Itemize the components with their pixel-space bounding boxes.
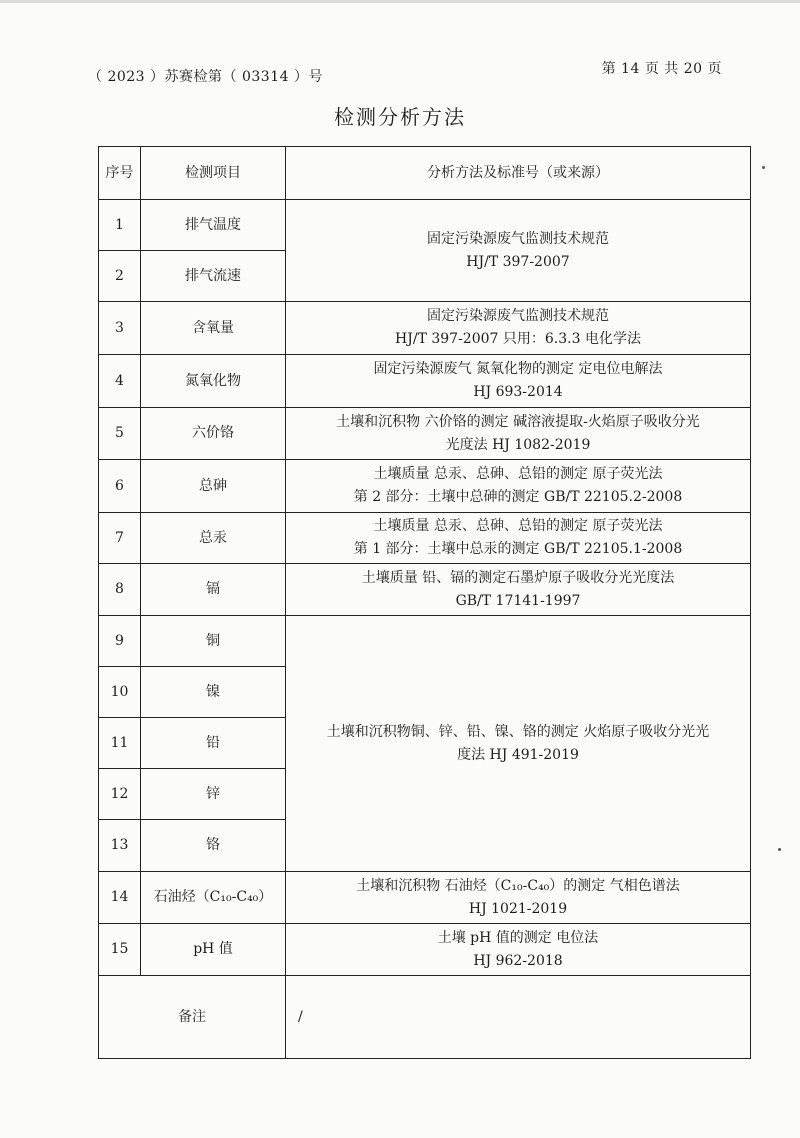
- row-item: 氮氧化物: [141, 355, 286, 408]
- table-row: [99, 200, 751, 251]
- row-number: 1: [99, 200, 141, 251]
- row-item: pH 值: [141, 924, 286, 976]
- method-line: 固定污染源废气监测技术规范: [427, 308, 609, 324]
- method-line: 光度法 HJ 1082-2019: [445, 436, 591, 453]
- table-row: [99, 564, 751, 616]
- row-number: 15: [99, 924, 141, 976]
- row-method: [286, 460, 751, 513]
- row-item: 六价铬: [141, 408, 286, 460]
- row-number: 10: [99, 667, 141, 718]
- method-line: 土壤 pH 值的测定 电位法: [437, 929, 599, 946]
- row-number: 4: [99, 355, 141, 408]
- method-line: 固定污染源废气 氮氧化物的测定 定电位电解法: [373, 361, 663, 377]
- row-method: [286, 408, 751, 460]
- row-item: 排气温度: [141, 200, 286, 251]
- table-row: [99, 355, 751, 408]
- row-number: 2: [99, 251, 141, 302]
- row-method: [286, 200, 751, 302]
- method-line: GB/T 17141-1997: [455, 592, 581, 609]
- row-item: 总汞: [141, 513, 286, 564]
- table-row: [99, 616, 751, 667]
- row-item: 铅: [141, 718, 286, 769]
- row-number: 7: [99, 513, 141, 564]
- header-method: 分析方法及标准号（或来源）: [286, 147, 751, 200]
- method-line: 土壤和沉积物 石油烃（C₁₀-C₄₀）的测定 气相色谱法: [356, 877, 680, 894]
- row-number: 6: [99, 460, 141, 513]
- remark-label: 备注: [99, 976, 286, 1059]
- document-title: 检测分析方法: [334, 105, 466, 129]
- report-number: （ 2023 ）苏赛检第（ 03314 ）号: [88, 69, 323, 85]
- scan-speck: [778, 848, 781, 851]
- method-line: 土壤质量 总汞、总砷、总铅的测定 原子荧光法: [373, 466, 663, 482]
- method-line: HJ/T 397-2007: [466, 253, 570, 270]
- table-row: [99, 408, 751, 460]
- table-row: [99, 302, 751, 355]
- row-method: [286, 924, 751, 976]
- row-number: 3: [99, 302, 141, 355]
- method-line: 第 1 部分：土壤中总汞的测定 GB/T 22105.1-2008: [353, 541, 683, 557]
- row-method: [286, 564, 751, 616]
- row-method: [286, 302, 751, 355]
- row-number: 12: [99, 769, 141, 820]
- method-line: 土壤质量 总汞、总砷、总铅的测定 原子荧光法: [373, 518, 663, 534]
- row-item: 总砷: [141, 460, 286, 513]
- row-item: 排气流速: [141, 251, 286, 302]
- page-indicator: 第 14 页 共 20 页: [601, 61, 722, 77]
- row-number: 14: [99, 872, 141, 924]
- row-item: 铜: [141, 616, 286, 667]
- method-line: HJ 1021-2019: [468, 900, 568, 917]
- method-line: HJ/T 397-2007 只用：6.3.3 电化学法: [395, 331, 641, 347]
- table-row: [99, 513, 751, 564]
- table-row: [99, 460, 751, 513]
- header-serial: 序号: [99, 147, 141, 200]
- row-number: 8: [99, 564, 141, 616]
- scan-speck: [762, 166, 765, 169]
- row-item: 锌: [141, 769, 286, 820]
- method-line: 土壤和沉积物铜、锌、铅、镍、铬的测定 火焰原子吸收分光光: [326, 723, 710, 740]
- table-header-row: [99, 147, 751, 200]
- remark-row: [99, 976, 751, 1059]
- row-item: 镍: [141, 667, 286, 718]
- header-item: 检测项目: [141, 147, 286, 200]
- method-line: 土壤质量 铅、镉的测定石墨炉原子吸收分光光度法: [361, 569, 675, 586]
- row-number: 13: [99, 820, 141, 872]
- scan-edge-line: [0, 0, 800, 3]
- row-method: [286, 616, 751, 872]
- method-line: HJ 962-2018: [473, 952, 563, 969]
- row-item: 铬: [141, 820, 286, 872]
- row-number: 5: [99, 408, 141, 460]
- row-method: [286, 872, 751, 924]
- methods-table: [98, 146, 751, 1059]
- method-line: HJ 693-2014: [473, 384, 563, 400]
- row-method: [286, 355, 751, 408]
- method-line: 土壤和沉积物 六价铬的测定 碱溶液提取-火焰原子吸收分光: [336, 413, 700, 430]
- row-item: 含氧量: [141, 302, 286, 355]
- row-item: 石油烃（C₁₀-C₄₀）: [141, 872, 286, 924]
- method-line: 第 2 部分：土壤中总砷的测定 GB/T 22105.2-2008: [353, 489, 683, 505]
- row-number: 9: [99, 616, 141, 667]
- table-row: [99, 872, 751, 924]
- row-item: 镉: [141, 564, 286, 616]
- row-number: 11: [99, 718, 141, 769]
- row-method: [286, 513, 751, 564]
- method-line: 固定污染源废气监测技术规范: [427, 230, 609, 247]
- remark-value: /: [286, 976, 751, 1059]
- method-line: 度法 HJ 491-2019: [457, 746, 579, 763]
- table-row: [99, 924, 751, 976]
